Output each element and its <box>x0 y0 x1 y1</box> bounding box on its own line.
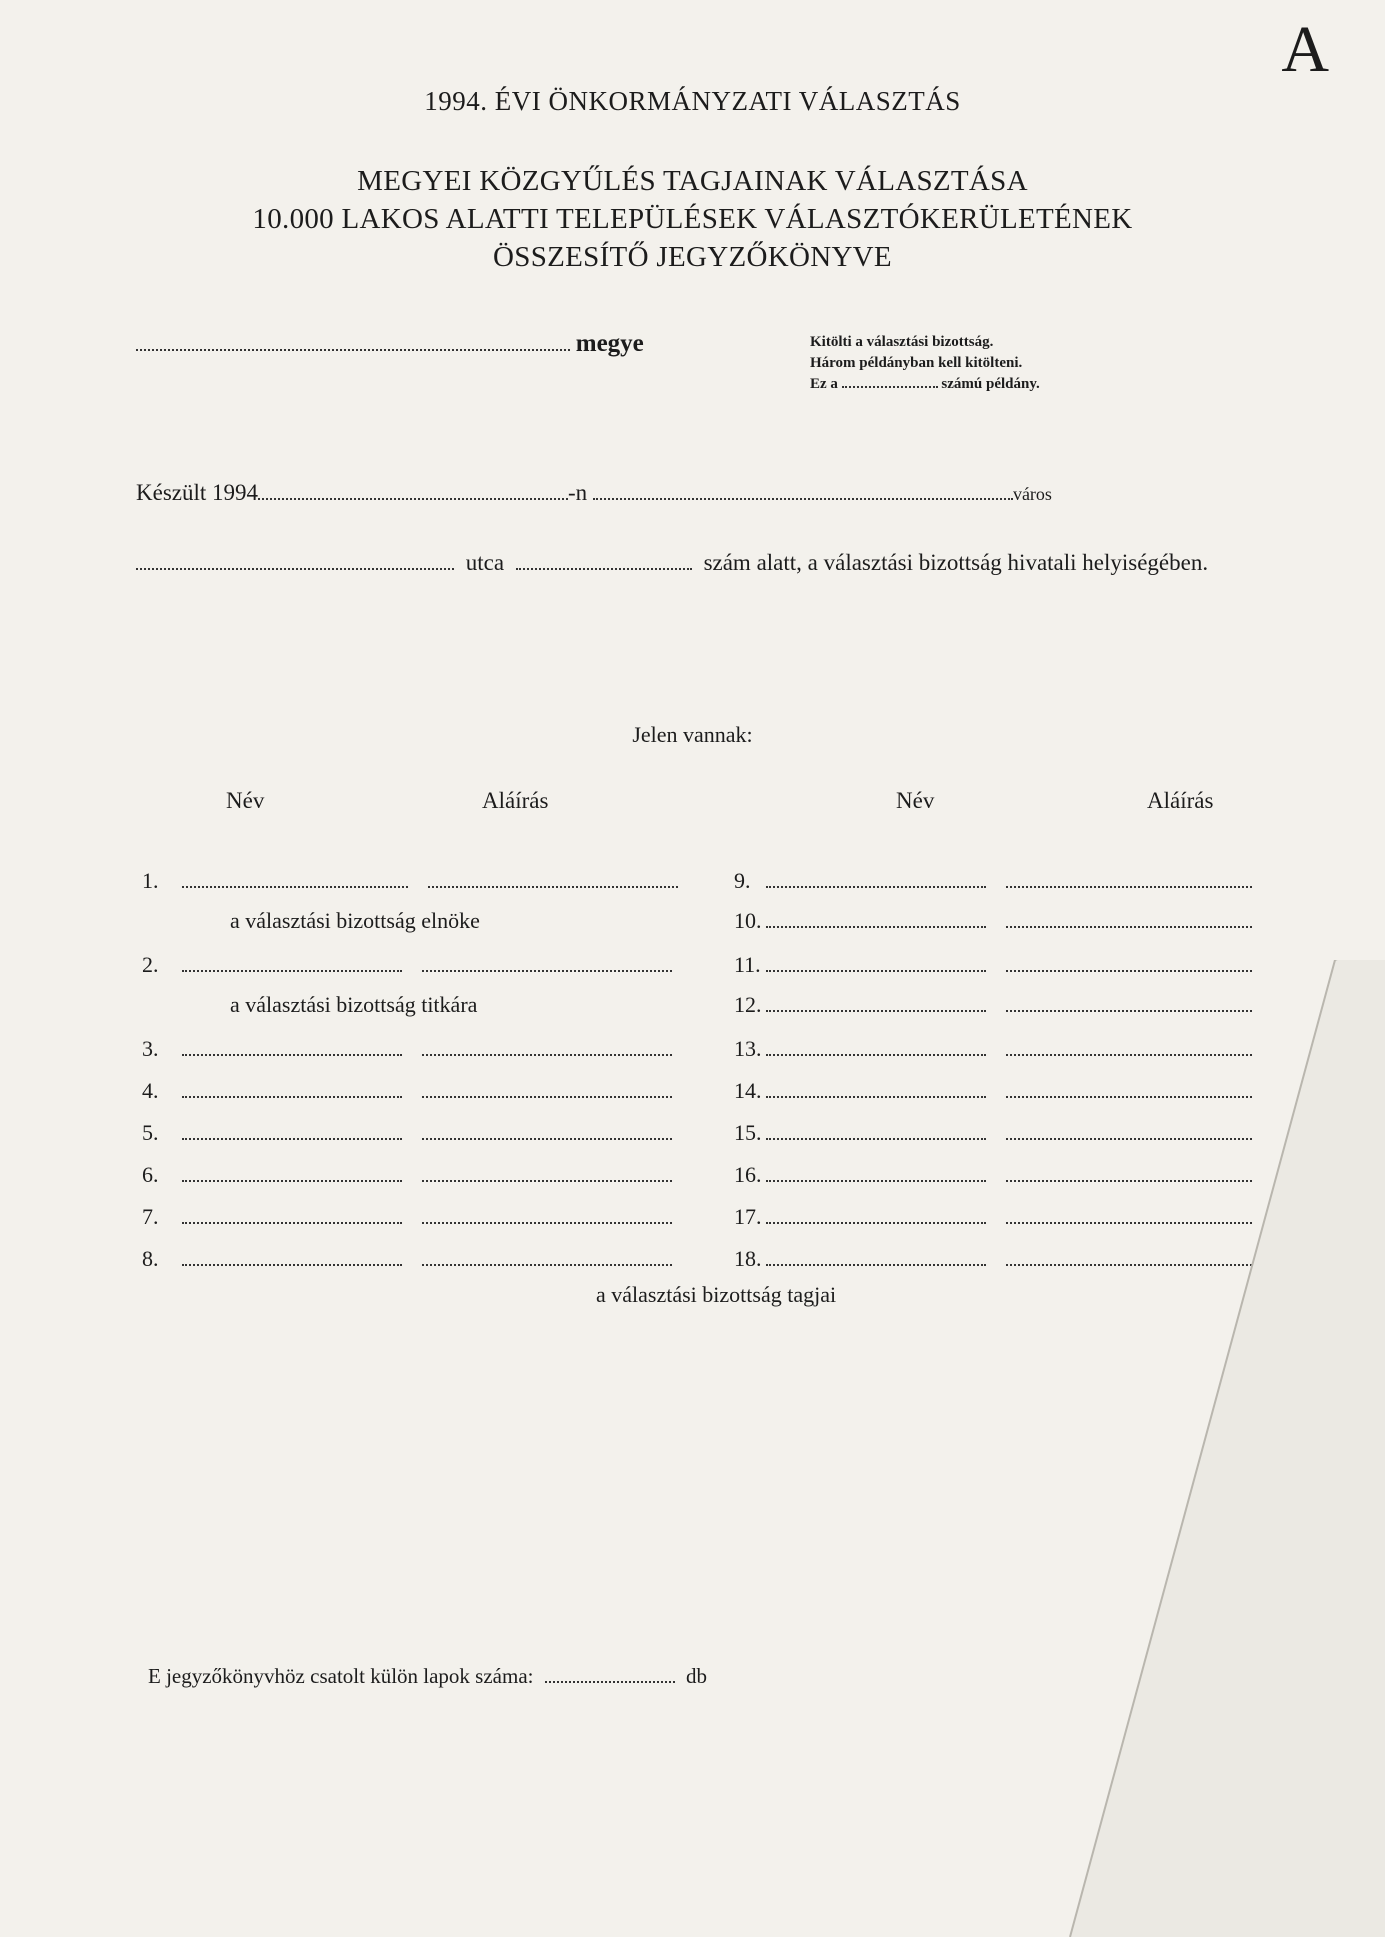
row-number: 7. <box>142 1204 159 1229</box>
county-label: megye <box>575 330 644 357</box>
member-name-field[interactable] <box>182 970 402 972</box>
member-name-field[interactable] <box>766 1054 986 1056</box>
copy-suffix: számú példány. <box>941 376 1040 392</box>
note-line-3 <box>810 374 1040 395</box>
member-signature-field[interactable] <box>422 1054 672 1056</box>
member-row <box>142 1120 672 1146</box>
corner-letter: A <box>1281 13 1329 86</box>
row-number: 15. <box>734 1120 762 1145</box>
note-line-1: Kitölti a választási bizottság. <box>810 334 994 350</box>
row-number: 16. <box>734 1162 762 1187</box>
member-row <box>142 868 678 894</box>
members-caption: a választási bizottság tagjai <box>596 1282 837 1307</box>
member-name-field[interactable] <box>182 1096 402 1098</box>
row-number: 9. <box>734 868 751 893</box>
row-number: 2. <box>142 952 159 977</box>
secretary-caption: a választási bizottság titkára <box>230 992 478 1017</box>
member-signature-field[interactable] <box>422 1096 672 1098</box>
document-heading <box>0 162 1385 276</box>
attachments-count-field[interactable] <box>545 1681 675 1683</box>
member-row <box>734 908 1252 934</box>
member-row <box>734 868 1252 894</box>
house-number-field[interactable] <box>516 568 692 570</box>
street-label: utca <box>465 550 505 575</box>
row-number: 11. <box>734 952 761 977</box>
member-signature-field[interactable] <box>1006 886 1252 888</box>
copy-number-field[interactable] <box>842 386 938 388</box>
heading-line-2: 10.000 LAKOS ALATTI TELEPÜLÉSEK VÁLASZTÓKERÜLETÉNEK <box>252 203 1133 235</box>
member-signature-field[interactable] <box>422 970 672 972</box>
address-suffix: szám alatt, a választási bizottság hivatali helyiségében. <box>703 550 1209 575</box>
row-number: 10. <box>734 908 762 933</box>
copy-prefix: Ez a <box>810 376 838 392</box>
member-name-field[interactable] <box>766 970 986 972</box>
member-name-field[interactable] <box>182 1054 402 1056</box>
county-field[interactable] <box>136 349 570 351</box>
member-row <box>142 952 672 978</box>
election-title: 1994. ÉVI ÖNKORMÁNYZATI VÁLASZTÁS <box>424 86 961 116</box>
row-number: 14. <box>734 1078 762 1103</box>
member-row <box>142 1246 672 1272</box>
attachments-line <box>148 1664 707 1689</box>
street-field[interactable] <box>136 568 454 570</box>
signature-header-left: Aláírás <box>482 788 549 813</box>
row-number: 6. <box>142 1162 159 1187</box>
date-suffix: -n <box>568 480 588 505</box>
name-header-left: Név <box>226 788 265 813</box>
member-row <box>142 1204 672 1230</box>
row-number: 4. <box>142 1078 159 1103</box>
county-line <box>136 330 644 358</box>
member-signature-field[interactable] <box>1006 926 1252 928</box>
heading-line-3: ÖSSZESÍTŐ JEGYZŐKÖNYVE <box>493 241 892 273</box>
present-heading: Jelen vannak: <box>632 722 753 747</box>
member-name-field[interactable] <box>766 1222 986 1224</box>
member-name-field[interactable] <box>182 1180 402 1182</box>
attachments-label: E jegyzőkönyvhöz csatolt külön lapok száma: <box>148 1664 534 1688</box>
row-number: 18. <box>734 1246 762 1271</box>
heading-line-1: MEGYEI KÖZGYŰLÉS TAGJAINAK VÁLASZTÁSA <box>357 165 1028 197</box>
member-name-field[interactable] <box>766 1096 986 1098</box>
member-name-field[interactable] <box>766 926 986 928</box>
city-field[interactable] <box>593 498 1013 500</box>
date-prefix: Készült 1994 <box>136 480 259 505</box>
row-number: 3. <box>142 1036 159 1061</box>
member-row <box>142 1078 672 1104</box>
member-name-field[interactable] <box>766 1138 986 1140</box>
row-number: 1. <box>142 868 159 893</box>
member-name-field[interactable] <box>182 886 408 888</box>
member-signature-field[interactable] <box>422 1138 672 1140</box>
note-line-2: Három példányban kell kitölteni. <box>810 355 1023 371</box>
member-signature-field[interactable] <box>422 1222 672 1224</box>
row-number: 12. <box>734 992 762 1017</box>
member-signature-field[interactable] <box>422 1180 672 1182</box>
member-name-field[interactable] <box>182 1138 402 1140</box>
page-fold <box>1040 960 1385 1937</box>
member-name-field[interactable] <box>766 1264 986 1266</box>
fill-note <box>810 332 1040 395</box>
row-number: 13. <box>734 1036 762 1061</box>
chair-caption: a választási bizottság elnöke <box>230 908 480 933</box>
row-number: 8. <box>142 1246 159 1271</box>
row-number: 17. <box>734 1204 762 1229</box>
attachments-unit: db <box>686 1664 707 1688</box>
row-number: 5. <box>142 1120 159 1145</box>
member-name-field[interactable] <box>182 1222 402 1224</box>
member-name-field[interactable] <box>766 1010 986 1012</box>
address-line <box>136 550 1208 576</box>
member-signature-field[interactable] <box>428 886 678 888</box>
member-row <box>142 1162 672 1188</box>
member-row <box>142 1036 672 1062</box>
date-place-line <box>136 480 1052 506</box>
city-label: város <box>1012 484 1052 504</box>
name-header-right: Név <box>896 788 935 813</box>
member-signature-field[interactable] <box>422 1264 672 1266</box>
signature-header-right: Aláírás <box>1147 788 1214 813</box>
date-field[interactable] <box>258 498 568 500</box>
member-name-field[interactable] <box>766 1180 986 1182</box>
member-name-field[interactable] <box>766 886 986 888</box>
member-name-field[interactable] <box>182 1264 402 1266</box>
